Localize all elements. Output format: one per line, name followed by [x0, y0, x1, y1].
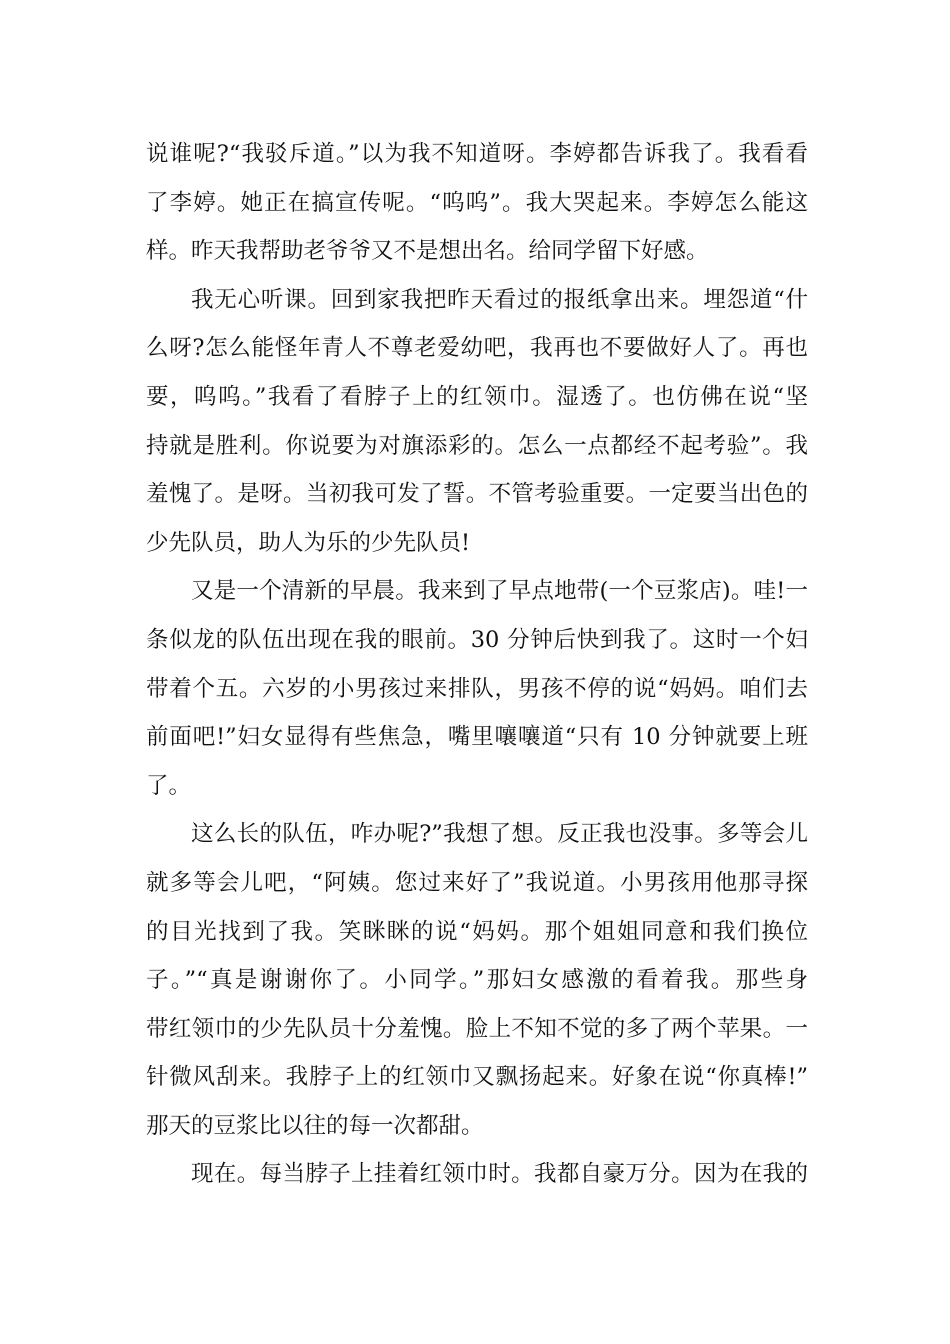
- text-line: 要，呜呜。”我看了看脖子上的红领巾。湿透了。也仿佛在说“坚: [146, 383, 808, 410]
- text-line: 那天的豆浆比以往的每一次都甜。: [146, 1112, 484, 1139]
- paragraph-first-line: 这么长的队伍，咋办呢?”我想了想。反正我也没事。多等会儿: [191, 821, 808, 848]
- paragraph-first-line: 现在。每当脖子上挂着红领巾时。我都自豪万分。因为在我的: [191, 1161, 808, 1188]
- text-line: 针微风刮来。我脖子上的红领巾又飘扬起来。好象在说“你真棒!”: [146, 1064, 808, 1091]
- text-line: 了李婷。她正在搞宣传呢。“呜呜”。我大哭起来。李婷怎么能这: [146, 189, 808, 216]
- text-line: 前面吧!”妇女显得有些焦急，嘴里嚷嚷道“只有 10 分钟就要上班: [146, 724, 808, 751]
- text-line: 羞愧了。是呀。当初我可发了誓。不管考验重要。一定要当出色的: [146, 481, 808, 508]
- text-line: 了。: [146, 772, 192, 799]
- text-line: 么呀?怎么能怪年青人不尊老爱幼吧，我再也不要做好人了。再也: [146, 335, 808, 362]
- essay-body: [146, 130, 808, 1199]
- text-line: 的目光找到了我。笑眯眯的说“妈妈。那个姐姐同意和我们换位: [146, 918, 808, 945]
- paragraph-first-line: 我无心听课。回到家我把昨天看过的报纸拿出来。埋怨道“什: [191, 286, 808, 313]
- text-line: 持就是胜利。你说要为对旗添彩的。怎么一点都经不起考验”。我: [146, 432, 808, 459]
- text-line: 条似龙的队伍出现在我的眼前。30 分钟后快到我了。这时一个妇: [146, 626, 808, 653]
- text-line: 少先队员，助人为乐的少先队员!: [146, 529, 471, 556]
- paragraph-first-line: 又是一个清新的早晨。我来到了早点地带(一个豆浆店)。哇!一: [191, 578, 808, 605]
- text-line: 就多等会儿吧，“阿姨。您过来好了”我说道。小男孩用他那寻探: [146, 869, 808, 896]
- text-line: 样。昨天我帮助老爷爷又不是想出名。给同学留下好感。: [146, 238, 709, 265]
- text-line: 说谁呢?“我驳斥道。”以为我不知道呀。李婷都告诉我了。我看看: [146, 141, 808, 167]
- text-line: 子。”“真是谢谢你了。小同学。”那妇女感激的看着我。那些身: [146, 967, 808, 994]
- text-line: 带着个五。六岁的小男孩过来排队，男孩不停的说“妈妈。咱们去: [146, 675, 808, 702]
- text-line: 带红领巾的少先队员十分羞愧。脸上不知不觉的多了两个苹果。一: [146, 1015, 808, 1042]
